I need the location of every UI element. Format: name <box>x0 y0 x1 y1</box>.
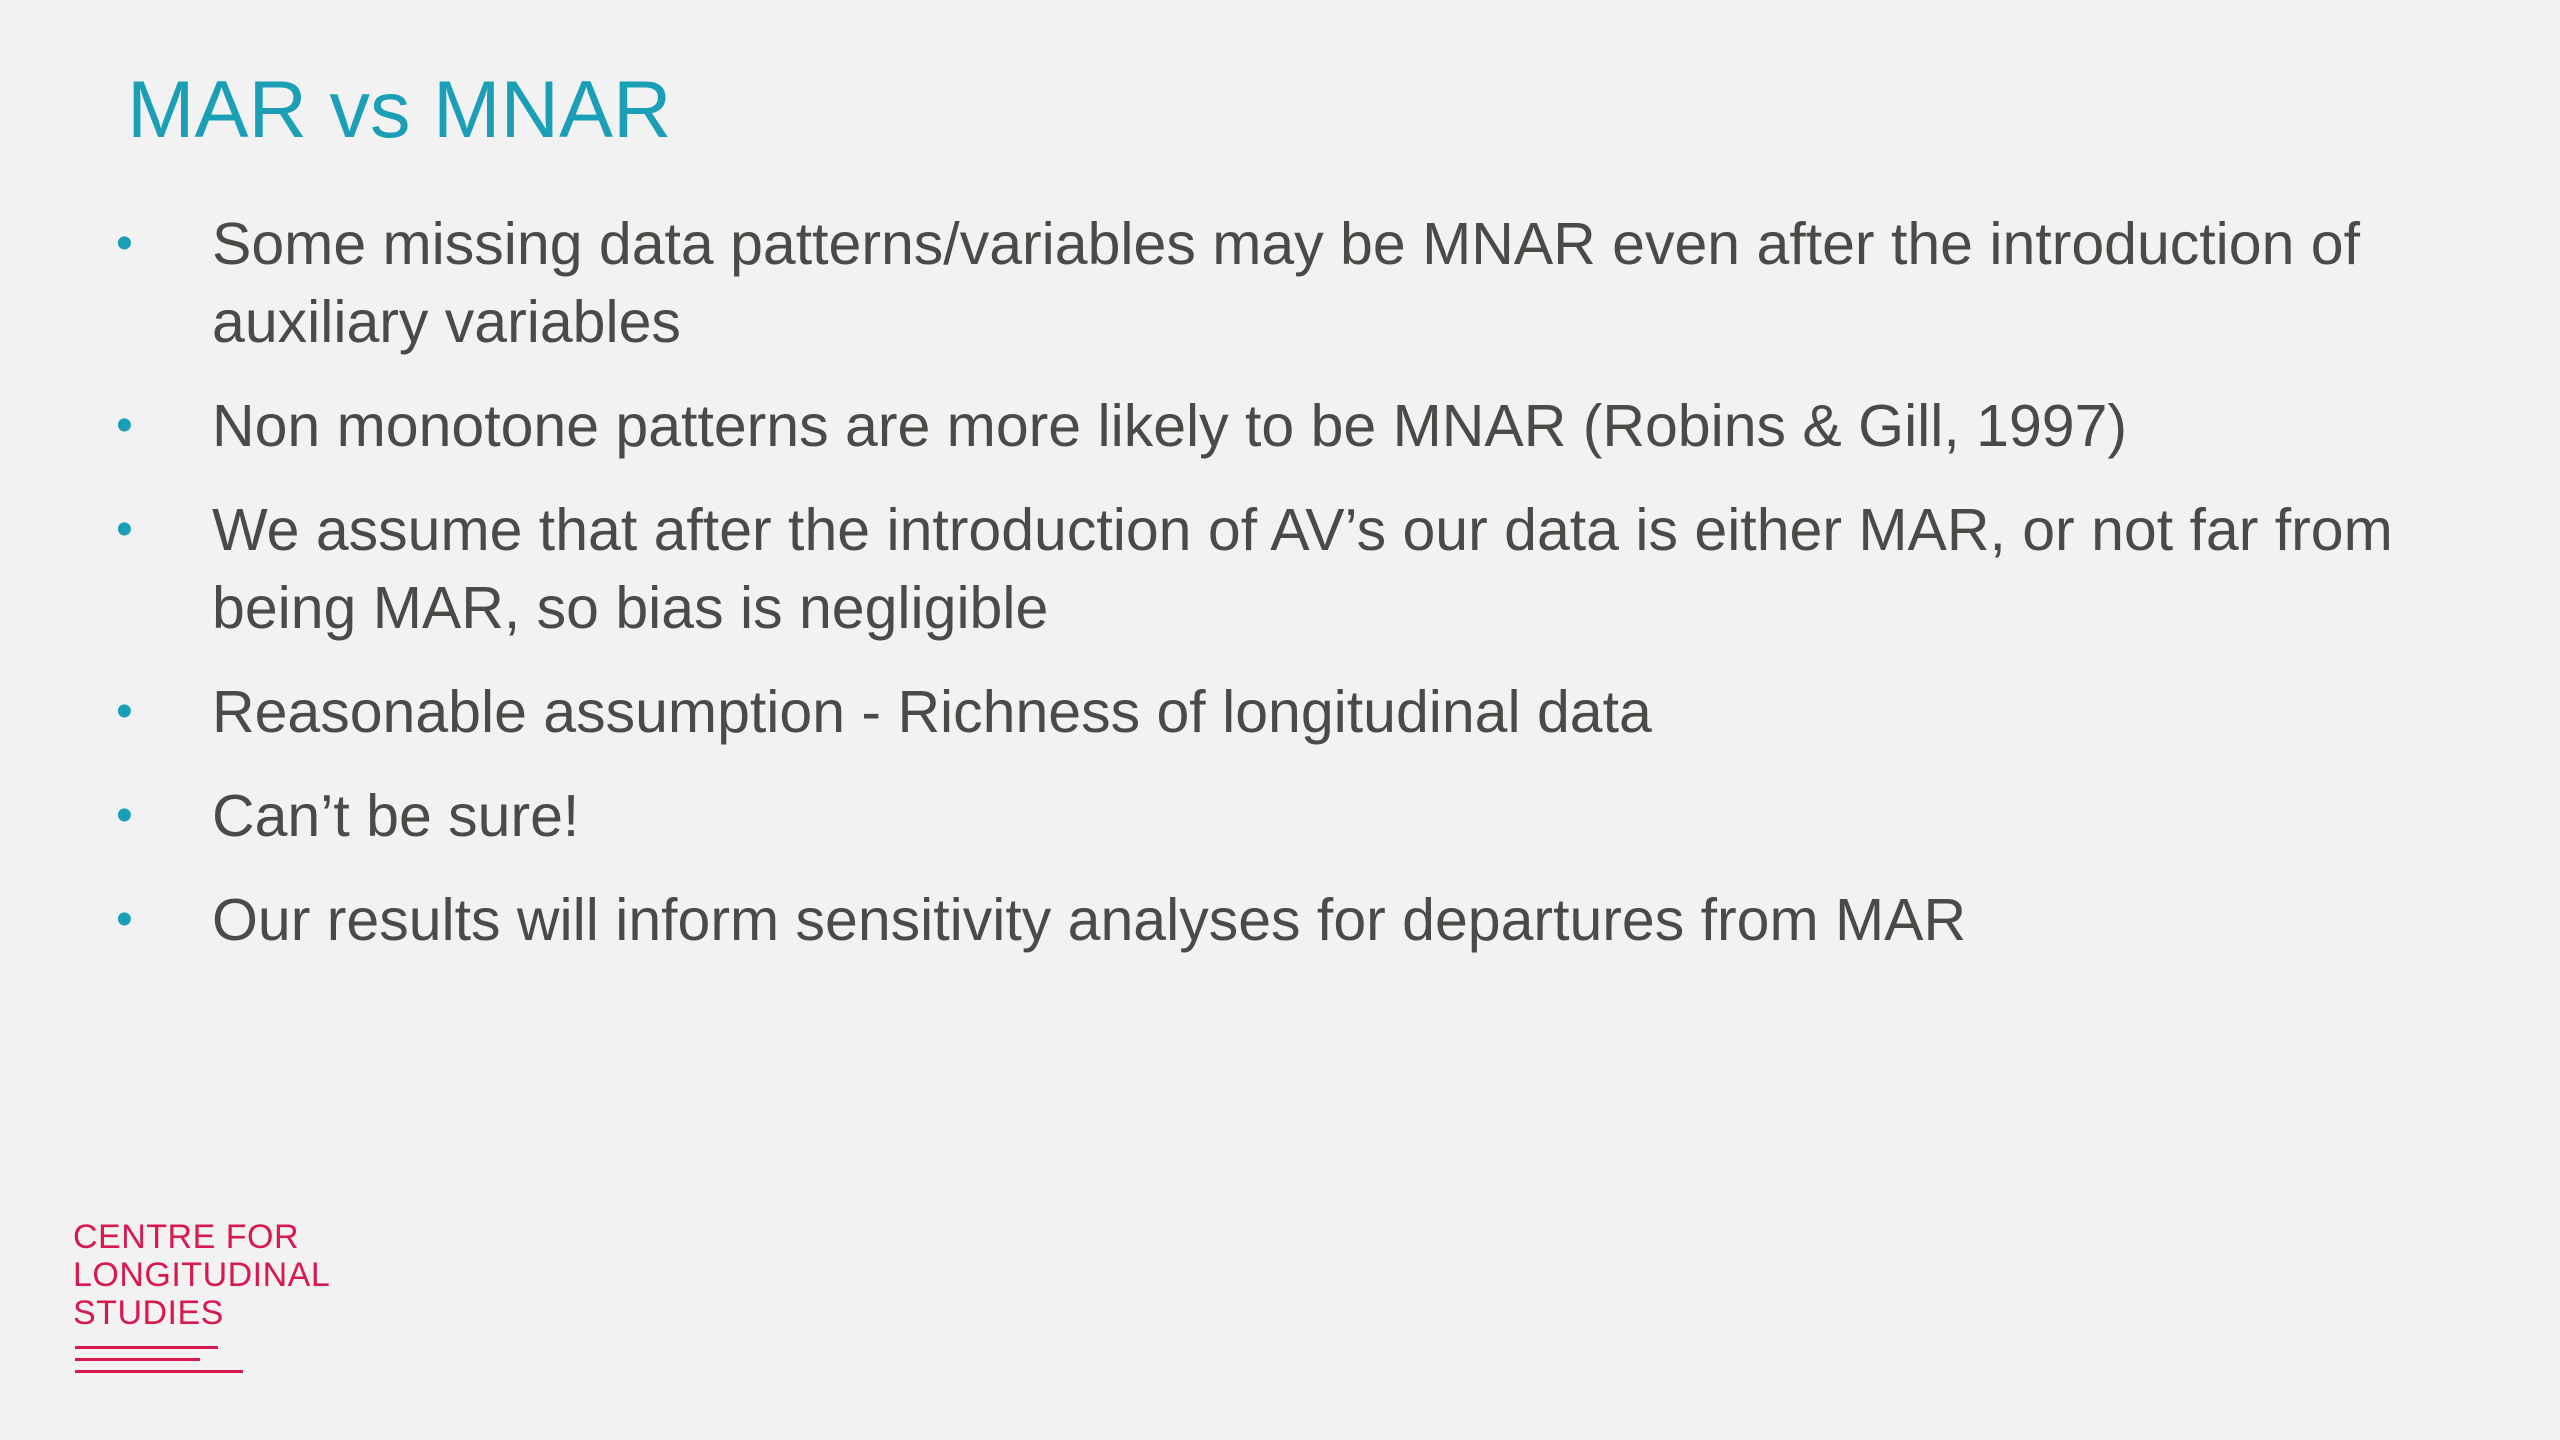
bullet-item <box>110 777 2450 855</box>
bullet-list <box>110 205 2450 985</box>
bullet-text: Non monotone patterns are more likely to be MNAR (Robins & Gill, 1997) <box>212 393 2128 459</box>
bullet-text: Can’t be sure! <box>212 783 580 849</box>
bullet-text: Reasonable assumption - Richness of longitudinal data <box>212 679 1652 745</box>
logo-rule-3 <box>75 1370 243 1373</box>
bullet-text: We assume that after the introduction of AV’s our data is either MAR, or not far from being MAR, so bias is negligible <box>212 497 2393 641</box>
logo-line-1: CENTRE FOR <box>73 1218 299 1256</box>
logo-rule-1 <box>75 1346 218 1349</box>
bullet-icon: • <box>116 893 133 946</box>
logo-line-2: LONGITUDINAL <box>73 1256 331 1294</box>
bullet-item <box>110 673 2450 751</box>
bullet-item <box>110 387 2450 465</box>
bullet-text: Some missing data patterns/variables may be MNAR even after the introduction of auxiliary variables <box>212 211 2360 355</box>
cls-logo <box>73 1218 373 1332</box>
bullet-item <box>110 881 2450 959</box>
bullet-icon: • <box>116 399 133 452</box>
bullet-item <box>110 491 2450 647</box>
slide-title: MAR vs MNAR <box>127 65 672 155</box>
bullet-icon: • <box>116 217 133 270</box>
bullet-icon: • <box>116 685 133 738</box>
bullet-icon: • <box>116 503 133 556</box>
bullet-item <box>110 205 2450 361</box>
bullet-text: Our results will inform sensitivity analyses for departures from MAR <box>212 887 1967 953</box>
logo-rule-2 <box>75 1358 200 1361</box>
logo-line-3: STUDIES <box>73 1294 224 1332</box>
bullet-icon: • <box>116 789 133 842</box>
